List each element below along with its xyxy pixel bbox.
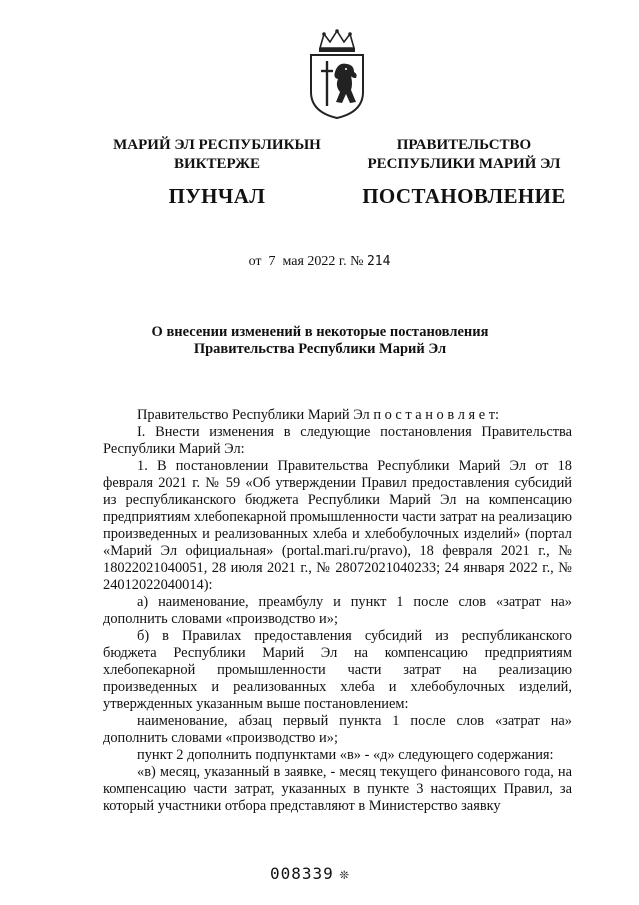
document-date-line xyxy=(0,254,639,270)
header-left-block xyxy=(92,136,342,209)
paragraph-section-1: I. Внести изменения в следующие постановления Правительства Республики Марий Эл: xyxy=(103,424,572,457)
header-right-line1: ПРАВИТЕЛЬСТВО xyxy=(396,137,532,153)
serial-number: 008339 xyxy=(270,864,334,883)
paragraph-item-1: 1. В постановлении Правительства Республики Марий Эл от 18 февраля 2021 г. № 59 «Об утверждении Правил предоставления субсидий из республиканского бюджета Республики Марий Эл на компенсацию предприятиям хлебопекарной промышленности части затрат на реализацию произведенных и реализованных хлеба и хлебобулочных изделий» (портал «Марий Эл официальная» (portal.mari.ru/pravo), 18 февраля 2021 г., № 18022021040051, 28 июля 2021 г., № 28072021040233; 24 января 2022 г., № 24012022040014): xyxy=(103,458,572,593)
date-prefix: от xyxy=(248,254,262,269)
coat-of-arms-icon xyxy=(302,28,372,120)
header-left-line1: МАРИЙ ЭЛ РЕСПУБЛИКЫН xyxy=(113,137,321,153)
asterisk-mark-icon: ❊ xyxy=(339,865,350,883)
paragraph-point-2: пункт 2 дополнить подпунктами «в» - «д» следующего содержания: xyxy=(137,747,554,763)
paragraph-subitem-a: а) наименование, преамбулу и пункт 1 после слов «затрат на» дополнить словами «производство и»; xyxy=(103,594,572,627)
serial-stamp xyxy=(270,864,350,883)
paragraph-preamble: Правительство Республики Марий Эл п о с т а н о в л я е т: xyxy=(137,407,500,423)
title-line1: О внесении изменений в некоторые постановления xyxy=(151,324,489,340)
paragraph-name-change: наименование, абзац первый пункта 1 после слов «затрат на» дополнить словами «производство и»; xyxy=(103,713,572,746)
paragraph-subitem-b: б) в Правилах предоставления субсидий из республиканского бюджета Республики Марий Эл на компенсацию предприятиям хлебопекарной промышленности части затрат на реализацию произведенных и реализованных хлеба и хлебобулочных изделий, утвержденных указанным выше постановлением: xyxy=(103,628,572,712)
document-body xyxy=(103,407,572,815)
header-right-doc-type: ПОСТАНОВЛЕНИЕ xyxy=(362,184,566,208)
header-left-doc-type: ПУНЧАЛ xyxy=(168,184,266,208)
paragraph-subpoint-v: «в) месяц, указанный в заявке, - месяц текущего финансового года, на компенсацию части затрат, указанных в пункте 3 настоящих Правил, за который участники отбора представляют в Министерство заявку xyxy=(103,764,572,814)
date-day: 7 xyxy=(268,254,276,269)
header-right-block xyxy=(350,136,578,209)
document-number: 214 xyxy=(366,254,391,269)
date-month-year: мая 2022 г. № xyxy=(282,254,364,269)
document-title xyxy=(110,324,530,358)
header-right-line2: РЕСПУБЛИКИ МАРИЙ ЭЛ xyxy=(367,156,561,172)
header-left-line2: ВИКТЕРЖЕ xyxy=(173,156,261,172)
title-line2: Правительства Республики Марий Эл xyxy=(193,341,447,357)
